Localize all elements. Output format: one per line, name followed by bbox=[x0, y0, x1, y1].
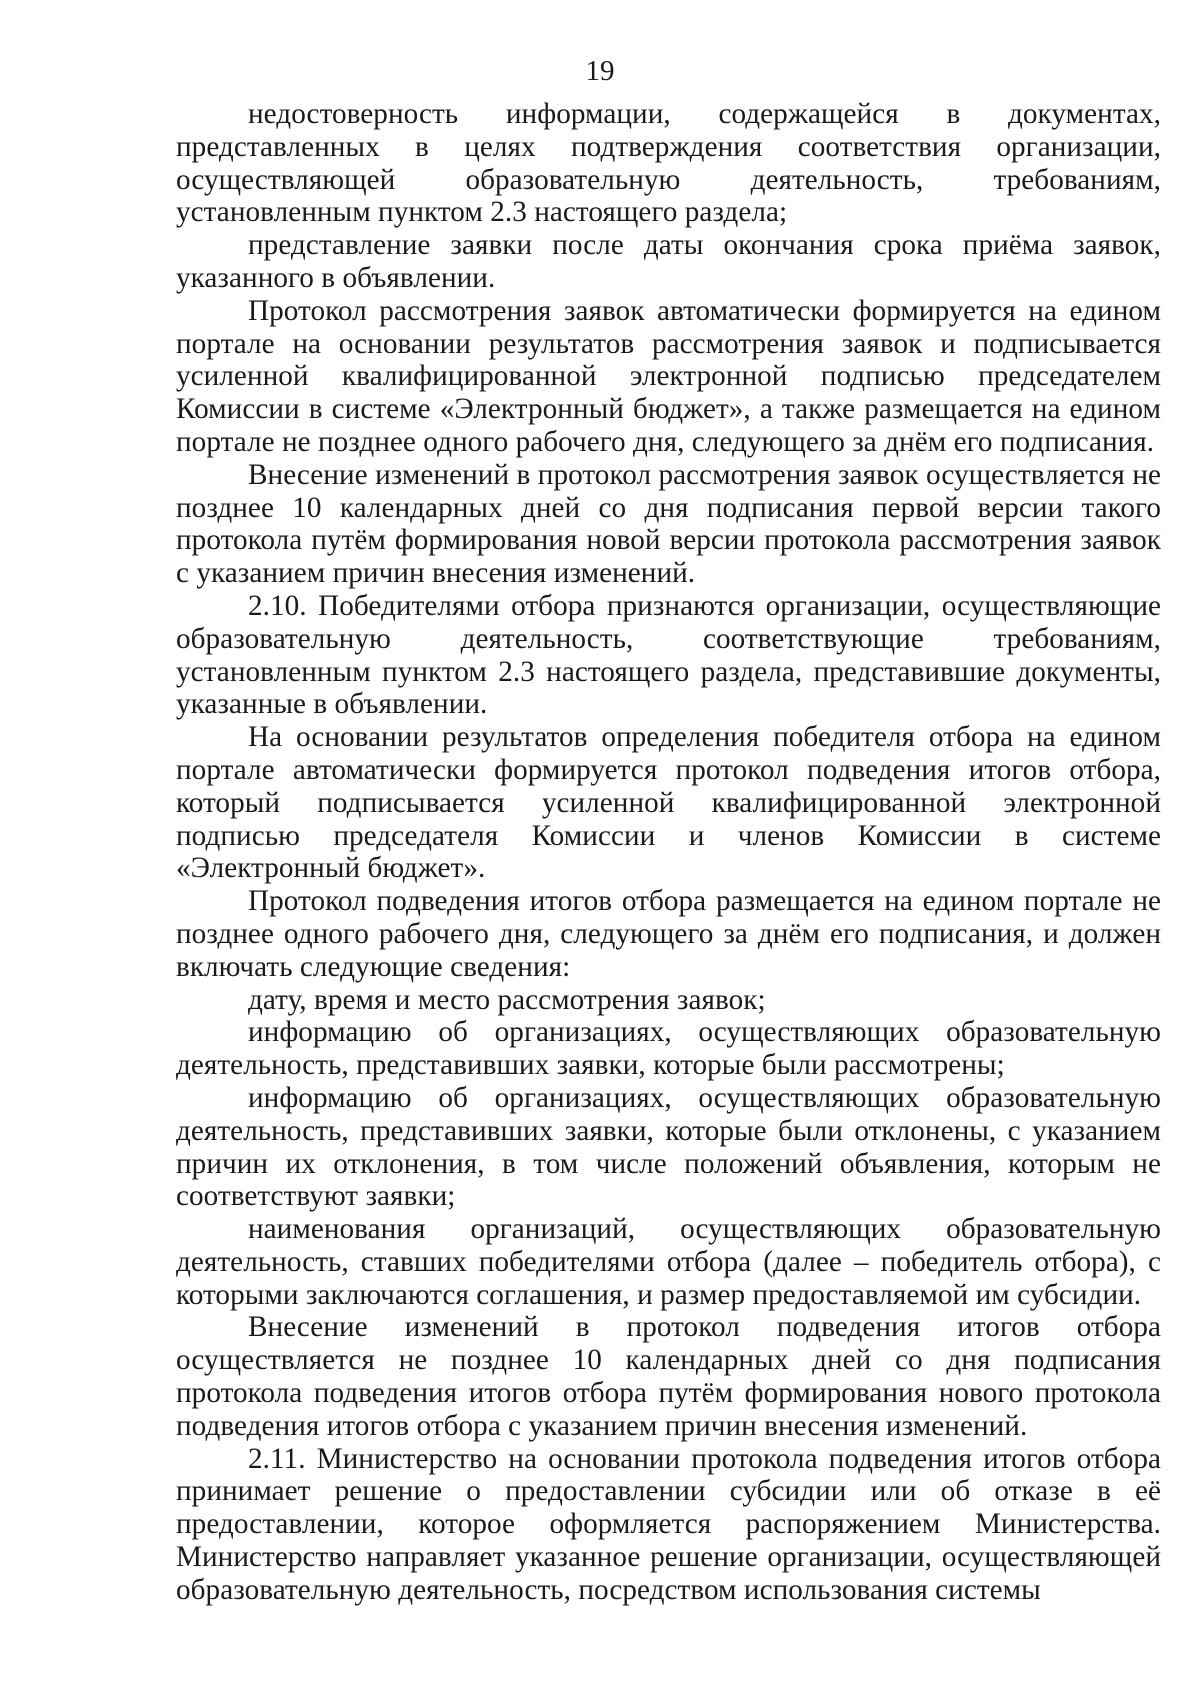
paragraph: Протокол подведения итогов отбора размещается на едином портале не позднее одного рабочего дня, следующего за днём его подписания, и должен включать следующие сведения: bbox=[176, 885, 1161, 983]
paragraph: Внесение изменений в протокол рассмотрения заявок осуществляется не позднее 10 календарных дней со дня подписания первой версии такого протокола путём формирования новой версии протокола рассмотрения заявок с указанием причин внесения изменений. bbox=[176, 458, 1161, 590]
page-number: 19 bbox=[585, 55, 615, 87]
paragraph: 2.11. Министерство на основании протокола подведения итогов отбора принимает решение о предоставлении субсидии или об отказе в её предоставлении, которое оформляется распоряжением Министерства. Министерство направляет указанное решение организации, осуществляющей образовательную деятельность, посредством использования системы bbox=[176, 1442, 1161, 1606]
paragraph: Внесение изменений в протокол подведения итогов отбора осуществляется не позднее 10 календарных дней со дня подписания протокола подведения итогов отбора путём формирования нового протокола подведения итогов отбора с указанием причин внесения изменений. bbox=[176, 1311, 1161, 1442]
list-item: наименования организаций, осуществляющих образовательную деятельность, ставших победителями отбора (далее – победитель отбора), с которыми заключаются соглашения, и размер предоставляемой им субсидии. bbox=[176, 1213, 1161, 1311]
document-body bbox=[176, 98, 1161, 1607]
list-item: информацию об организациях, осуществляющих образовательную деятельность, представивших заявки, которые были рассмотрены; bbox=[176, 1016, 1161, 1082]
list-item: информацию об организациях, осуществляющих образовательную деятельность, представивших заявки, которые были отклонены, с указанием причин их отклонения, в том числе положений объявления, которым не соответствуют заявки; bbox=[176, 1081, 1161, 1213]
paragraph: На основании результатов определения победителя отбора на едином портале автоматически формируется протокол подведения итогов отбора, который подписывается усиленной квалифицированной электронной подписью председателя Комиссии и членов Комиссии в системе «Электронный бюджет». bbox=[176, 721, 1161, 885]
paragraph: недостоверность информации, содержащейся в документах, представленных в целях подтверждения соответствия организации, осуществляющей образовательную деятельность, требованиям, установленным пунктом 2.3 настоящего раздела; bbox=[176, 98, 1161, 229]
paragraph: представление заявки после даты окончания срока приёма заявок, указанного в объявлении. bbox=[176, 229, 1161, 294]
list-item: дату, время и место рассмотрения заявок; bbox=[248, 983, 766, 1016]
paragraph: Протокол рассмотрения заявок автоматически формируется на едином портале на основании результатов рассмотрения заявок и подписывается усиленной квалифицированной электронной подписью председателем Комиссии в системе «Электронный бюджет», а также размещается на едином портале не позднее одного рабочего дня, следующего за днём его подписания. bbox=[176, 294, 1161, 458]
paragraph: 2.10. Победителями отбора признаются организации, осуществляющие образовательную деятельность, соответствующие требованиям, установленным пунктом 2.3 настоящего раздела, представившие документы, указанные в объявлении. bbox=[176, 589, 1161, 721]
